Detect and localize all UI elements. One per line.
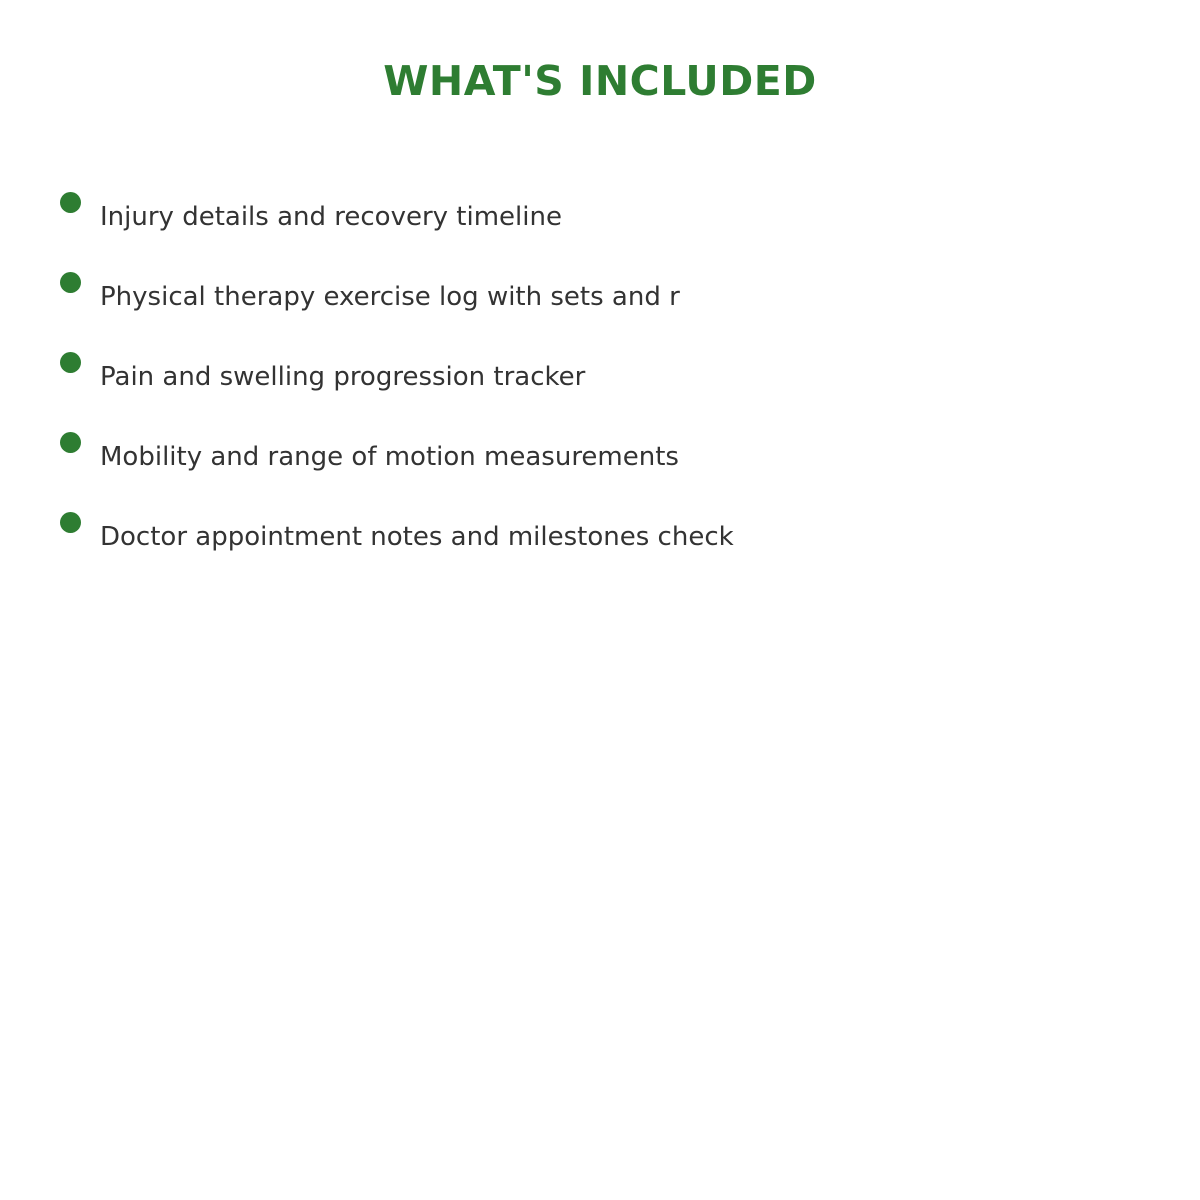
bullet-dot-icon (60, 512, 81, 533)
list-item-label: Injury details and recovery timeline (100, 202, 562, 232)
list-item (0, 352, 1100, 412)
list-item-label: Doctor appointment notes and milestones check (100, 522, 734, 552)
list-item (0, 512, 1100, 572)
list-item-label: Physical therapy exercise log with sets and r (100, 282, 680, 312)
bullet-dot-icon (60, 272, 81, 293)
list-item (0, 272, 1100, 332)
page-title: WHAT'S INCLUDED (383, 57, 817, 105)
list-item-label: Pain and swelling progression tracker (100, 362, 586, 392)
bullet-dot-icon (60, 192, 81, 213)
bullet-dot-icon (60, 432, 81, 453)
list-item (0, 432, 1100, 492)
list-item (0, 192, 1100, 252)
bullet-dot-icon (60, 352, 81, 373)
list-item-label: Mobility and range of motion measurements (100, 442, 679, 472)
